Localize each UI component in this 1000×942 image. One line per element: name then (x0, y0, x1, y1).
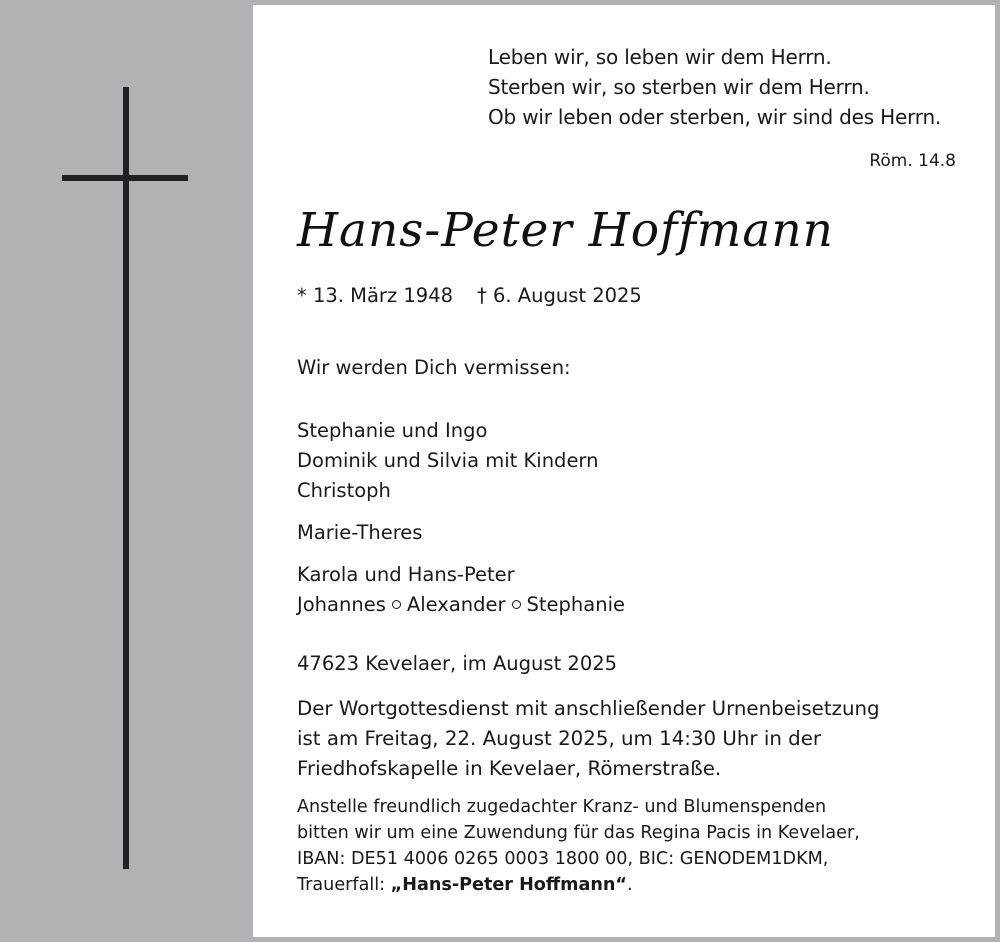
family-line: Karola und Hans-Peter (297, 563, 515, 586)
service-info (297, 694, 937, 784)
family-group (297, 560, 625, 620)
family-line: Marie-Theres (297, 521, 423, 544)
cross-icon-horizontal-bar (62, 175, 188, 181)
birth-date: * 13. März 1948 (297, 284, 454, 307)
verse-reference: Röm. 14.8 (869, 151, 956, 171)
circle-separator-icon (392, 600, 401, 609)
deceased-name: Hans-Peter Hoffmann (297, 203, 834, 258)
family-group (297, 518, 625, 548)
service-line: Der Wortgottesdienst mit anschließender Urnenbeisetzung (297, 697, 880, 720)
life-dates (297, 284, 642, 307)
donation-line: bitten wir um eine Zuwendung für das Regina Pacis in Kevelaer, (297, 823, 860, 843)
bible-verse (488, 42, 941, 132)
verse-line: Leben wir, so leben wir dem Herrn. (488, 45, 832, 69)
donation-line: Anstelle freundlich zugedachter Kranz- und Blumenspenden (297, 797, 827, 817)
service-line: ist am Freitag, 22. August 2025, um 14:30 Uhr in der (297, 727, 822, 750)
circle-separator-icon (512, 600, 521, 609)
verse-line: Ob wir leben oder sterben, wir sind des Herrn. (488, 105, 942, 129)
grandchild-name: Alexander (406, 593, 506, 616)
family-line: Dominik und Silvia mit Kindern (297, 449, 599, 472)
donation-info (297, 794, 957, 898)
family-group (297, 416, 625, 506)
donation-reference-name: „Hans-Peter Hoffmann“ (390, 875, 627, 895)
grandchild-name: Stephanie (526, 593, 626, 616)
family-line: Stephanie und Ingo (297, 419, 488, 442)
family-line: Christoph (297, 479, 391, 502)
donation-reference-label: Trauerfall: (297, 875, 391, 895)
donation-line (297, 872, 957, 898)
donation-reference-suffix: . (626, 875, 633, 895)
place-date: 47623 Kevelaer, im August 2025 (297, 652, 618, 675)
service-line: Friedhofskapelle in Kevelaer, Römerstraße. (297, 757, 722, 780)
mourners-intro: Wir werden Dich vermissen: (297, 356, 571, 379)
verse-line: Sterben wir, so sterben wir dem Herrn. (488, 75, 870, 99)
death-date: † 6. August 2025 (477, 284, 642, 307)
grandchild-name: Johannes (297, 593, 386, 616)
cross-icon-vertical-bar (123, 87, 129, 869)
grandchildren-line (297, 590, 625, 620)
donation-line: IBAN: DE51 4006 0265 0003 1800 00, BIC: GENODEM1DKM, (297, 849, 829, 869)
mourners-list (297, 416, 625, 632)
